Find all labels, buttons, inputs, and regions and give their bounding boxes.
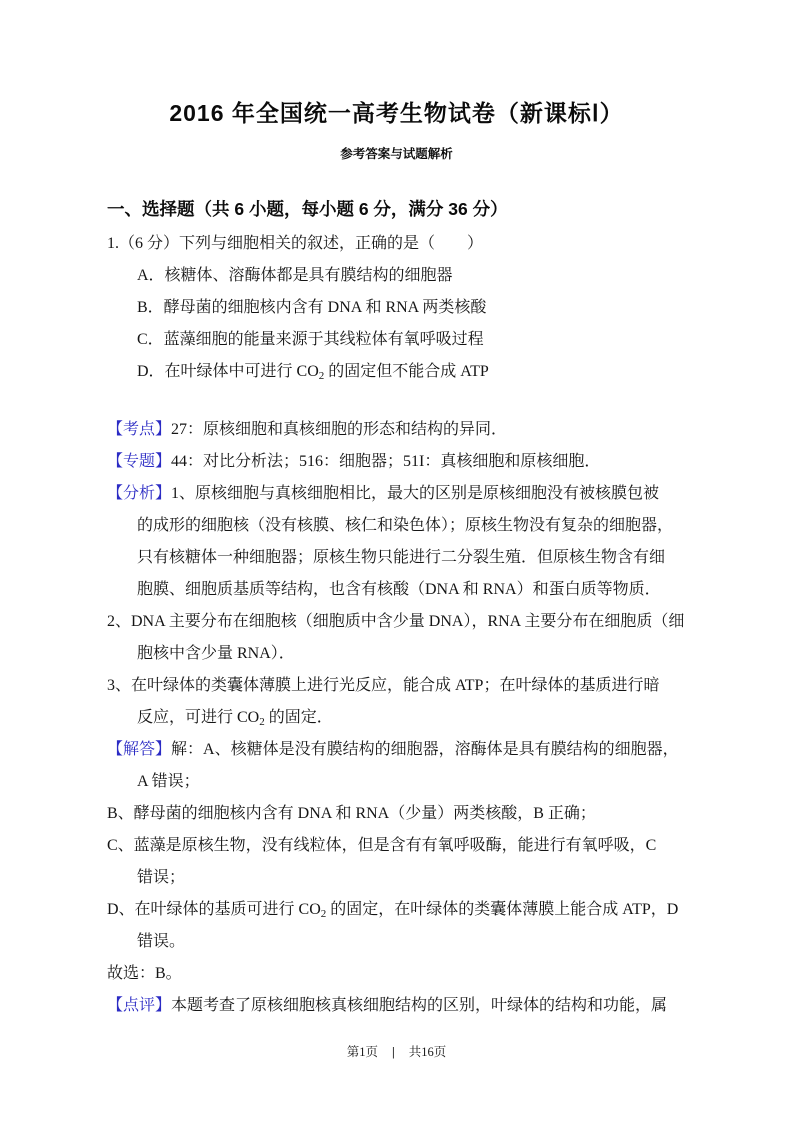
document-body bbox=[107, 228, 687, 1022]
section-heading: 一、选择题（共 6 小题，每小题 6 分，满分 36 分） bbox=[107, 199, 508, 219]
body-line bbox=[107, 606, 687, 638]
footer-separator: | bbox=[391, 1045, 395, 1059]
text-segment: 解：A、核糖体是没有膜结构的细胞器，溶酶体是具有膜结构的细胞器， bbox=[171, 741, 679, 758]
text-segment: 的固定但不能合成 ATP bbox=[324, 363, 489, 380]
body-line bbox=[107, 702, 687, 734]
text-segment: 的固定． bbox=[264, 709, 333, 726]
text-segment: D、在叶绿体的基质可进行 CO bbox=[107, 901, 321, 918]
text-segment: A．核糖体、溶酶体都是具有膜结构的细胞器 bbox=[137, 267, 453, 284]
text-segment: 44：对比分析法；516：细胞器；51I：真核细胞和原核细胞． bbox=[171, 453, 601, 470]
text-segment: 胞膜、细胞质基质等结构，也含有核酸（DNA 和 RNA）和蛋白质等物质． bbox=[137, 581, 661, 598]
body-line bbox=[107, 356, 687, 388]
subscript-text: 2 bbox=[320, 908, 327, 920]
text-segment: 的成形的细胞核（没有核膜、核仁和染色体）；原核生物没有复杂的细胞器， bbox=[137, 517, 674, 534]
subscript-text: 2 bbox=[318, 370, 325, 382]
document-title: 2016 年全国统一高考生物试卷（新课标Ⅰ） bbox=[169, 100, 624, 126]
body-line bbox=[107, 862, 687, 894]
page-total: 共16页 bbox=[408, 1045, 447, 1059]
text-segment: C．蓝藻细胞的能量来源于其线粒体有氧呼吸过程 bbox=[137, 331, 484, 348]
body-line bbox=[107, 734, 687, 766]
bracket-label: 【分析】 bbox=[107, 485, 172, 502]
text-segment: 只有核糖体一种细胞器；原核生物只能进行二分裂生殖．但原核生物含有细 bbox=[137, 549, 666, 566]
text-segment: 本题考查了原核细胞核真核细胞结构的区别，叶绿体的结构和功能，属 bbox=[171, 997, 668, 1014]
text-segment: 错误。 bbox=[137, 933, 186, 950]
body-line bbox=[107, 260, 687, 292]
body-line bbox=[107, 798, 687, 830]
body-line bbox=[107, 926, 687, 958]
text-segment: 1、原核细胞与真核细胞相比，最大的区别是原核细胞没有被核膜包被 bbox=[171, 485, 660, 502]
body-line bbox=[107, 292, 687, 324]
text-segment: B、酵母菌的细胞核内含有 DNA 和 RNA（少量）两类核酸，B 正确； bbox=[107, 805, 596, 822]
body-line bbox=[107, 894, 687, 926]
body-line bbox=[107, 478, 687, 510]
body-line bbox=[107, 510, 687, 542]
text-segment: B．酵母菌的细胞核内含有 DNA 和 RNA 两类核酸 bbox=[137, 299, 487, 316]
bracket-label: 【专题】 bbox=[107, 453, 172, 470]
body-line bbox=[107, 638, 687, 670]
text-segment: A 错误； bbox=[137, 773, 200, 790]
body-line bbox=[107, 990, 687, 1022]
body-line bbox=[107, 228, 687, 260]
body-line bbox=[107, 446, 687, 478]
document-subtitle: 参考答案与试题解析 bbox=[340, 147, 453, 161]
bracket-label: 【点评】 bbox=[107, 997, 172, 1014]
body-line bbox=[107, 958, 687, 990]
body-line bbox=[107, 830, 687, 862]
text-segment: 胞核中含少量 RNA）． bbox=[137, 645, 295, 662]
text-segment: 1.（6 分）下列与细胞相关的叙述，正确的是（ ） bbox=[107, 235, 484, 252]
body-line bbox=[107, 766, 687, 798]
page-footer bbox=[0, 1042, 793, 1060]
body-line bbox=[107, 542, 687, 574]
text-segment: 错误； bbox=[137, 869, 186, 886]
text-segment: 反应，可进行 CO bbox=[137, 709, 260, 726]
text-segment: C、蓝藻是原核生物，没有线粒体，但是含有有氧呼吸酶，能进行有氧呼吸，C bbox=[107, 837, 657, 854]
text-segment: 27：原核细胞和真核细胞的形态和结构的异同． bbox=[171, 421, 508, 438]
text-segment: 故选：B。 bbox=[107, 965, 182, 982]
text-segment: 的固定，在叶绿体的类囊体薄膜上能合成 ATP，D bbox=[326, 901, 679, 918]
body-line bbox=[107, 414, 687, 446]
subscript-text: 2 bbox=[259, 716, 265, 728]
bracket-label: 【解答】 bbox=[107, 741, 172, 758]
text-segment: D．在叶绿体中可进行 CO bbox=[137, 363, 319, 380]
body-line bbox=[107, 574, 687, 606]
body-line bbox=[107, 324, 687, 356]
page-number: 第1页 bbox=[346, 1045, 378, 1059]
text-segment: 2、DNA 主要分布在细胞核（细胞质中含少量 DNA），RNA 主要分布在细胞质（细 bbox=[107, 613, 685, 630]
document-content bbox=[107, 197, 687, 1022]
bracket-label: 【考点】 bbox=[107, 421, 172, 438]
text-segment: 3、在叶绿体的类囊体薄膜上进行光反应，能合成 ATP；在叶绿体的基质进行暗 bbox=[107, 677, 660, 694]
body-line bbox=[107, 670, 687, 702]
